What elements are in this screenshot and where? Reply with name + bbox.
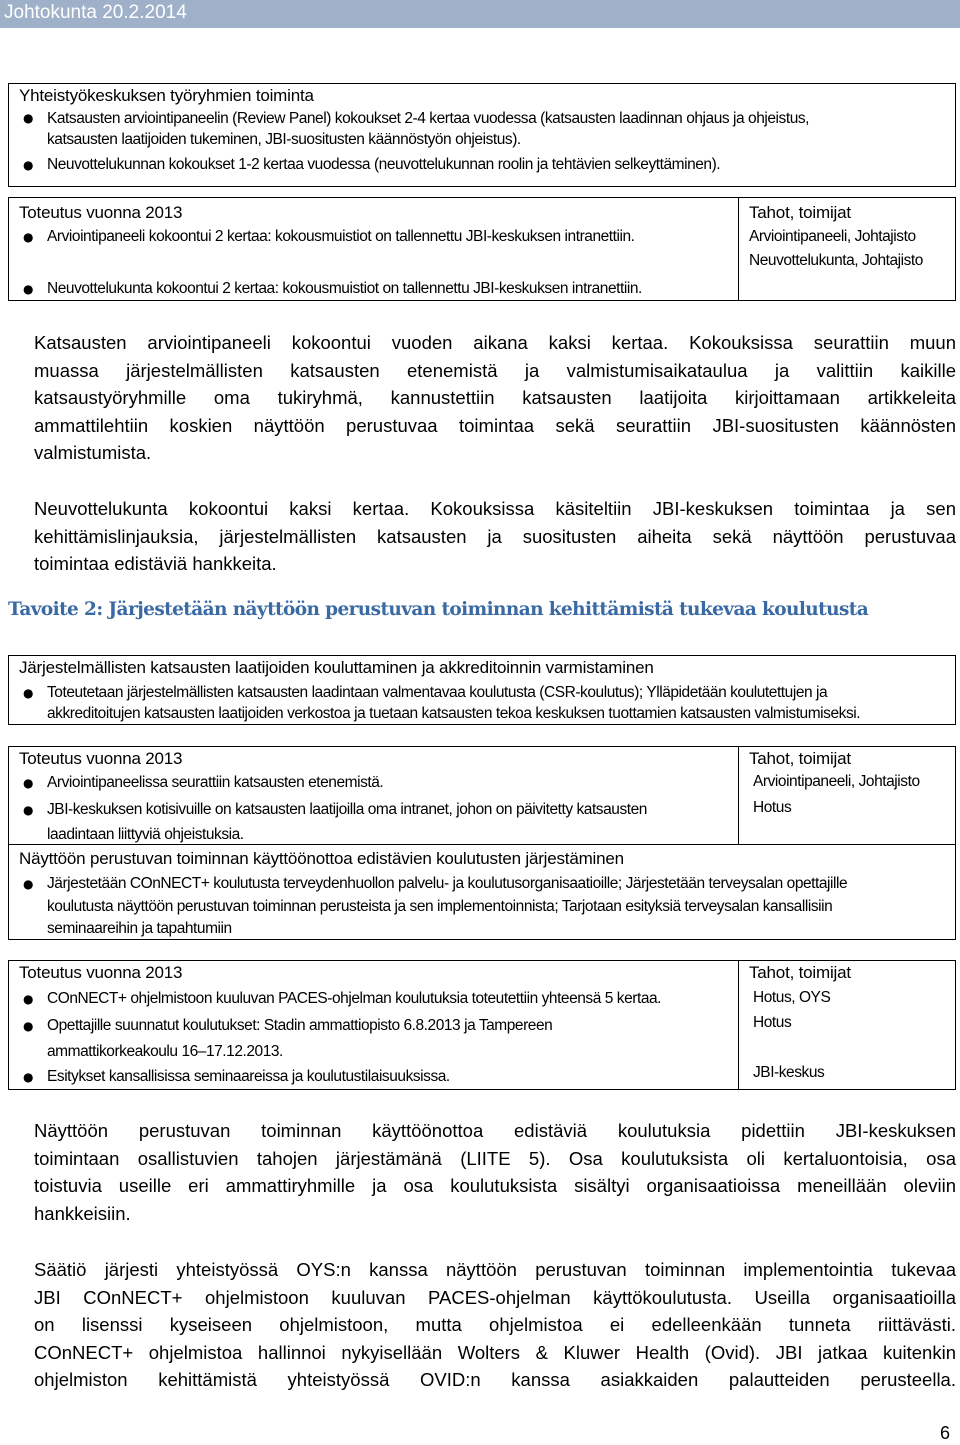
document-header	[0, 0, 960, 28]
column-divider	[738, 198, 739, 300]
box-title: Järjestelmällisten katsausten laatijoiden kouluttaminen ja akkreditoinnin varmistaminen	[19, 658, 654, 677]
actor-text: Arviointipaneeli, Johtajisto	[753, 773, 920, 790]
implementation-item: Arviointipaneelissa seurattiin katsausten etenemistä.	[47, 774, 384, 791]
paragraph-line: ammattilehtiin koskien näyttöön perustuvaa toimintaa sekä seurattiin JBI-suositusten käännösten	[34, 414, 956, 436]
actor-text: Hotus	[753, 799, 792, 816]
column-header-actors: Tahot, toimijat	[749, 963, 851, 982]
bullet-icon: ●	[23, 158, 34, 172]
box-title: Yhteistyökeskuksen työryhmien toiminta	[19, 86, 314, 105]
bullet-icon: ●	[23, 776, 34, 790]
header-title: Johtokunta 20.2.2014	[4, 2, 187, 23]
column-header-implementation: Toteutus vuonna 2013	[19, 963, 183, 982]
actor-text: Hotus, OYS	[753, 989, 831, 1006]
implementation-item: Neuvottelukunta kokoontui 2 kertaa: kokousmuistiot on tallennettu JBI-keskuksen intranettiin.	[47, 280, 642, 297]
paragraph-line: Säätiö järjesti yhteistyössä OYS:n kanssa näyttöön perustuvan toiminnan implementointia tukevaa	[34, 1259, 956, 1280]
column-header-actors: Tahot, toimijat	[749, 749, 851, 768]
column-header-actors: Tahot, toimijat	[749, 203, 851, 222]
implementation-item: Arviointipaneeli kokoontui 2 kertaa: kokousmuistiot on tallennettu JBI-keskuksen intranettiin.	[47, 228, 635, 245]
paragraph-line: toistuvia useille eri ammattiryhmille ja osa koulutuksista sisältyi organisaatioissa meneillään oleviin	[34, 1175, 956, 1196]
bullet-icon: ●	[23, 111, 34, 125]
paragraph-line: toimintaan osallistuvien tahojen järjestämänä (LIITE 5). Osa koulutuksista oli kertaluontoisia, osa	[34, 1147, 956, 1169]
column-divider	[738, 961, 739, 1089]
page-number: 6	[940, 1423, 951, 1443]
bullet-icon: ●	[23, 1019, 34, 1033]
bullet-text: Toteutetaan järjestelmällisten katsausten laadintaan valmentavaa koulutusta (CSR-koulutus); Ylläpidetään koulutettujen ja	[47, 684, 828, 701]
paragraph-line: JBI COnNECT+ ohjelmistoon kuuluvan PACES-ohjelman käyttökoulutusta. Useilla organisaatioilla	[34, 1286, 956, 1308]
bullet-icon: ●	[23, 230, 34, 244]
paragraph-line: on lisenssi kyseiseen ohjelmistoon, mutta ohjelmistoa ei edelleenkään tunneta riittävästi.	[34, 1314, 956, 1335]
column-header-implementation: Toteutus vuonna 2013	[19, 203, 183, 222]
paragraph-line: valmistumista.	[34, 442, 152, 463]
bullet-text: Katsausten arviointipaneelin (Review Panel) kokoukset 2-4 kertaa vuodessa (katsausten laadinnan ohjaus ja ohjeistus,	[47, 110, 810, 127]
paragraph-advisory-board	[34, 495, 956, 578]
paragraph-connect	[34, 1256, 956, 1394]
actor-text: Hotus	[753, 1014, 792, 1031]
bullet-icon: ●	[23, 1070, 34, 1084]
goal-box-working-groups	[8, 83, 956, 187]
implementation-table-2	[8, 746, 956, 940]
implementation-item: laadintaan liittyviä ohjeistuksia.	[47, 826, 244, 843]
paragraph-line: muassa järjestelmällisten katsausten etenemistä ja valmistumisaikataulua ja valittiin kaikille	[34, 359, 956, 381]
column-header-implementation: Toteutus vuonna 2013	[19, 749, 183, 768]
paragraph-line: hankkeisiin.	[34, 1202, 131, 1224]
implementation-item: COnNECT+ ohjelmistoon kuuluvan PACES-ohjelman koulutuksia toteutettiin yhteensä 5 kertaa.	[47, 990, 662, 1007]
implementation-table-1	[8, 197, 956, 301]
implementation-item: Opettajille suunnatut koulutukset: Stadin ammattiopisto 6.8.2013 ja Tampereen	[47, 1017, 553, 1034]
bullet-icon: ●	[23, 282, 34, 296]
implementation-item: Esitykset kansallisissa seminaareissa ja koulutustilaisuuksissa.	[47, 1068, 450, 1085]
bullet-text: akkreditoitujen katsausten laatijoiden verkostoa ja tuetaan katsausten tekoa keskuksen tuottamien katsausten valmistumiseksi.	[47, 705, 861, 722]
actor-text: JBI-keskus	[753, 1064, 825, 1081]
actor-text: Arviointipaneeli, Johtajisto	[749, 228, 916, 245]
bullet-icon: ●	[23, 992, 34, 1006]
actor-text: Neuvottelukunta, Johtajisto	[749, 252, 923, 269]
paragraph-line: ohjelmiston kehittämistä yhteistyössä OVID:n kanssa asiakkaiden palautteiden perusteella.	[34, 1369, 956, 1390]
goal-box-training	[8, 655, 956, 725]
implementation-item: JBI-keskuksen kotisivuille on katsausten laatijoilla oma intranet, johon on päivitetty katsausten	[47, 801, 647, 818]
bullet-text: katsausten laatijoiden tukeminen, JBI-suositusten käännöstyön ohjeistus).	[47, 131, 521, 148]
paragraph-line: Katsausten arviointipaneeli kokoontui vuoden aikana kaksi kertaa. Kokouksissa seurattiin muun	[34, 332, 956, 353]
column-divider	[738, 747, 739, 844]
paragraph-line: toimintaa edistäviä hankkeita.	[34, 553, 277, 574]
paragraph-line: katsaustyöryhmille oma tukiryhmä, kannustettiin katsausten laatijoita kirjoittamaan artikkeleita	[34, 387, 956, 408]
bullet-icon: ●	[23, 877, 34, 891]
bullet-text: Järjestetään COnNECT+ koulutusta terveydenhuollon palvelu- ja koulutusorganisaatioille; Järjestetään terveysalan opettajille	[47, 875, 848, 892]
bullet-icon: ●	[23, 803, 34, 817]
implementation-item: ammattikorkeakoulu 16–17.12.2013.	[47, 1043, 283, 1060]
bullet-icon: ●	[23, 686, 34, 700]
paragraph-line: Neuvottelukunta kokoontui kaksi kertaa. Kokouksissa käsiteltiin JBI-keskuksen toimintaa ja sen	[34, 498, 956, 519]
paragraph-line: Näyttöön perustuvan toiminnan käyttöönottoa edistäviä koulutuksia pidettiin JBI-keskuksen	[34, 1120, 956, 1141]
paragraph-review-panel	[34, 329, 956, 467]
bullet-text: koulutusta näyttöön perustuvan toiminnan perusteista ja sen implementoinnista; Tarjotaan esityksiä terveysalan kansallisiin	[47, 898, 833, 915]
bullet-text: Neuvottelukunnan kokoukset 1-2 kertaa vuodessa (neuvottelukunnan roolin ja tehtävien selkeyttäminen).	[47, 156, 721, 173]
section-heading: Tavoite 2: Järjestetään näyttöön perustuvan toiminnan kehittämistä tukevaa koulutusta	[8, 599, 869, 620]
box-title: Näyttöön perustuvan toiminnan käyttöönottoa edistävien koulutusten järjestäminen	[19, 849, 624, 868]
paragraph-line: kehittämislinjauksia, järjestelmällisten katsausten ja suositusten aiheita sekä näyttöön perustuvaa	[34, 525, 956, 547]
paragraph-line: COnNECT+ ohjelmistoa hallinnoi nykyisellään Wolters & Kluwer Health (Ovid). JBI jatkaa kuitenkin	[34, 1341, 956, 1363]
paragraph-trainings	[34, 1117, 956, 1227]
bullet-text: seminaareihin ja tapahtumiin	[47, 920, 232, 937]
implementation-table-3	[8, 960, 956, 1090]
